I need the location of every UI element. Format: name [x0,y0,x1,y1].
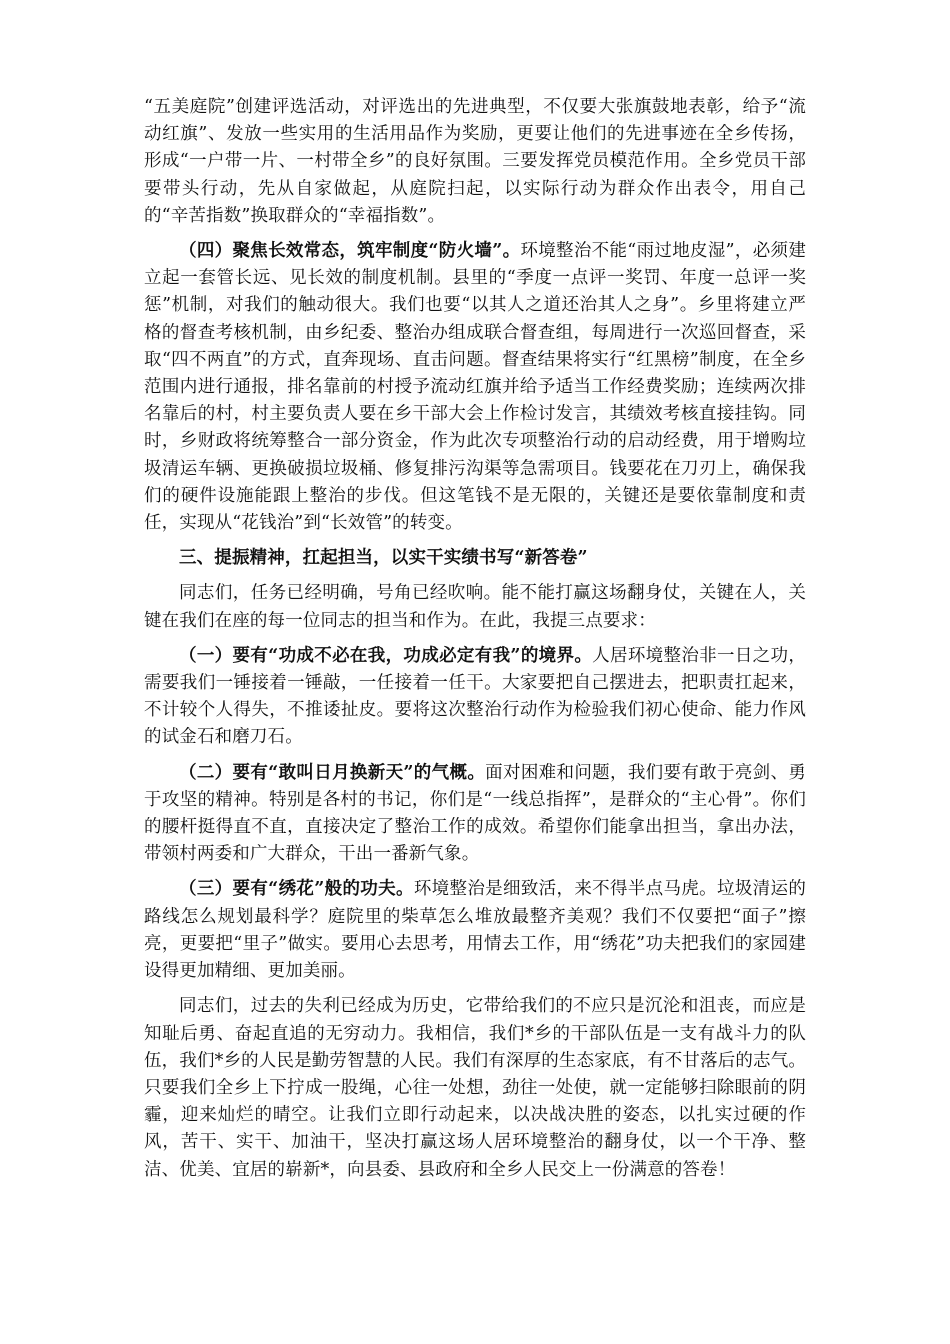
paragraph-text: 环境整治不能“雨过地皮湿”，必须建立起一套管长远、见长效的制度机制。县里的“季度一点评一奖罚、年度一总评一奖惩”机制，对我们的触动很大。我们也要“以其人之道还治其人之身”。乡里将建立严格的督查考核机制，由乡纪委、整治办组成联合督查组，每周进行一次巡回督查，采取“四不两直”的方式，直奔现场、直击问题。督查结果将实行“红黑榜”制度，在全乡范围内进行通报，排名靠前的村授予流动红旗并给予适当工作经费奖励；连续两次排名靠后的村，村主要负责人要在乡干部大会上作检讨发言，其绩效考核直接挂钩。同时，乡财政将统筹整合一部分资金，作为此次专项整治行动的启动经费，用于增购垃圾清运车辆、更换破损垃圾桶、修复排污沟渠等急需项目。钱要花在刀刃上，确保我们的硬件设施能跟上整治的步伐。但这笔钱不是无限的，关键还是要依靠制度和责任，实现从“花钱治”到“长效管”的转变。 [144,241,806,534]
paragraph-lead: （一）要有“功成不必在我，功成必定有我”的境界。 [179,645,593,666]
paragraph-intro [144,580,806,634]
paragraph-continuation [144,94,806,230]
paragraph-requirement-three [144,876,806,985]
paragraph-text: 同志们，任务已经明确，号角已经吹响。能不能打赢这场翻身仗，关键在人，关键在我们在座的每一位同志的担当和作为。在此，我提三点要求： [144,583,806,631]
paragraph-conclusion [144,993,806,1183]
paragraph-text: 环境整治是细致活，来不得半点马虎。垃圾清运的路线怎么规划最科学？庭院里的柴草怎么堆放最整齐美观？我们不仅要把“面子”擦亮，更要把“里子”做实。要用心去思考，用情去工作，用“绣花”功夫把我们的家园建设得更加精细、更加美丽。 [144,879,806,982]
paragraph-text: 面对困难和问题，我们要有敢于亮剑、勇于攻坚的精神。特别是各村的书记，你们是“一线总指挥”，是群众的“主心骨”。你们的腰杆挺得直不直，直接决定了整治工作的成效。希望你们能拿出担当，拿出办法，带领村两委和广大群众，干出一番新气象。 [144,762,806,865]
section-heading: 三、提振精神，扛起担当，以实干实绩书写“新答卷” [179,548,588,569]
document-page [144,94,806,1192]
paragraph-lead: （三）要有“绣花”般的功夫。 [179,879,414,900]
paragraph-text: 同志们，过去的失利已经成为历史，它带给我们的不应只是沉沦和沮丧，而应是知耻后勇、奋起直追的无穷动力。我相信，我们*乡的干部队伍是一支有战斗力的队伍，我们*乡的人民是勤劳智慧的人民。我们有深厚的生态家底，有不甘落后的志气。只要我们全乡上下拧成一股绳，心往一处想，劲往一处使，就一定能够扫除眼前的阴霾，迎来灿烂的晴空。让我们立即行动起来，以决战决胜的姿态，以扎实过硬的作风，苦干、实干、加油干，坚决打赢这场人居环境整治的翻身仗，以一个干净、整洁、优美、宜居的崭新*，向县委、县政府和全乡人民交上一份满意的答卷！ [144,996,806,1180]
paragraph-text: “五美庭院”创建评选活动，对评选出的先进典型，不仅要大张旗鼓地表彰，给予“流动红旗”、发放一些实用的生活用品作为奖励，更要让他们的先进事迹在全乡传扬，形成“一户带一片、一村带全乡”的良好氛围。三要发挥党员模范作用。全乡党员干部要带头行动，先从自家做起，从庭院扫起，以实际行动为群众作出表令，用自己的“辛苦指数”换取群众的“幸福指数”。 [144,97,806,226]
paragraph-lead: （二）要有“敢叫日月换新天”的气概。 [179,762,486,783]
paragraph-lead: （四）聚焦长效常态，筑牢制度“防火墙”。 [179,241,521,262]
paragraph-requirement-two [144,760,806,869]
paragraph-requirement-one [144,643,806,752]
paragraph-text: 人居环境整治非一日之功，需要我们一锤接着一锤敲，一任接着一任干。大家要把自己摆进去，把职责扛起来，不计较个人得失，不推诿扯皮。要将这次整治行动作为检验我们初心使命、能力作风的试金石和磨刀石。 [144,645,806,748]
paragraph-section-four [144,238,806,537]
